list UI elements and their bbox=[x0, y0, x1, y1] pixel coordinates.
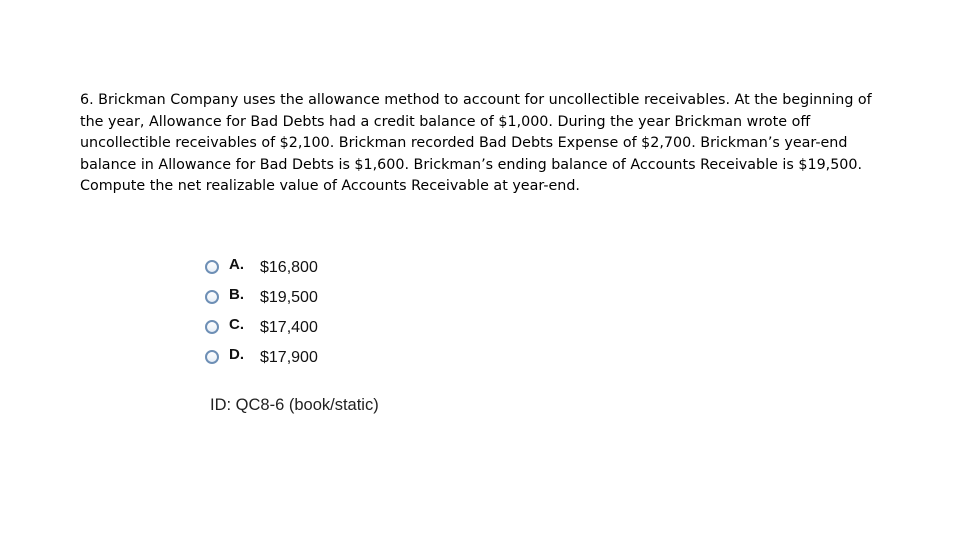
choice-letter-d: D. bbox=[229, 345, 244, 363]
choice-amount-d: $17,900 bbox=[260, 349, 318, 366]
choice-c[interactable] bbox=[205, 312, 318, 342]
choice-amount-c: $17,400 bbox=[260, 319, 318, 336]
choice-letter-a: A. bbox=[229, 255, 244, 273]
radio-button-a[interactable] bbox=[205, 260, 219, 274]
choice-d[interactable] bbox=[205, 342, 318, 372]
choice-a[interactable] bbox=[205, 252, 318, 282]
radio-button-d[interactable] bbox=[205, 350, 219, 364]
choice-letter-b: B. bbox=[229, 285, 244, 303]
choice-letter-c: C. bbox=[229, 315, 244, 333]
choice-b[interactable] bbox=[205, 282, 318, 312]
choice-amount-b: $19,500 bbox=[260, 289, 318, 306]
question-text: 6. Brickman Company uses the allowance method to account for uncollectible receivables. At the beginning of the year, Allowance for Bad Debts had a credit balance of $1,000. During the year Brickman wrote off uncollectible receivables of $2,100. Brickman recorded Bad Debts Expense of $2,700. Brickman’s year-end balance in Allowance for Bad Debts is $1,600. Brickman’s ending balance of Accounts Receivable is $19,500. Compute the net realizable value of Accounts Receivable at year-end. bbox=[80, 92, 872, 194]
question-id-label: ID: QC8-6 (book/static) bbox=[210, 396, 379, 414]
radio-button-b[interactable] bbox=[205, 290, 219, 304]
radio-button-c[interactable] bbox=[205, 320, 219, 334]
choice-amount-a: $16,800 bbox=[260, 259, 318, 276]
answer-choices bbox=[205, 252, 318, 372]
